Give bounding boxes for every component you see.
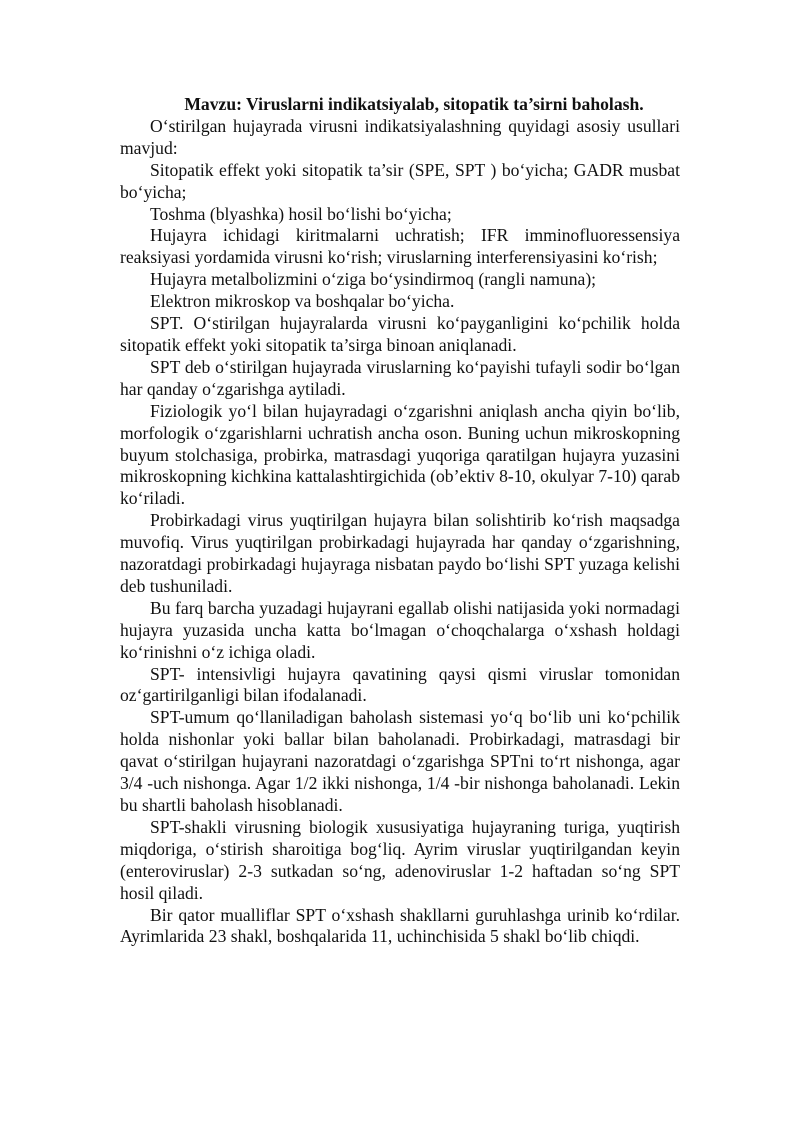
paragraph: Elektron mikroskop va boshqalar bo‘yicha. bbox=[150, 291, 455, 312]
paragraph: SPT-umum qo‘llaniladigan baholash sistemasi yo‘q bo‘lib uni ko‘pchilik holda nishonlar yoki ballar bilan baholanadi. Probirkadagi, matrasdagi bir qavat o‘stirilgan hujayrani nazoratdagi o‘zgarishga SPTni to‘rt nishonga, agar 3/4 -uch nishonga. Agar 1/2 ikki nishonga, 1/4 -bir nishonga baholanadi. Lekin bu shartli baholash hisoblanadi. bbox=[120, 707, 680, 815]
paragraph: Probirkadagi virus yuqtirilgan hujayra bilan solishtirib ko‘rish maqsadga muvofiq. Virus yuqtirilgan probirkadagi hujayrada har qanday o‘zgarishning, nazoratdagi probirkadagi hujayraga nisbatan paydo bo‘lishi SPT yuzaga kelishi deb tushuniladi. bbox=[120, 510, 680, 596]
paragraph: SPT. O‘stirilgan hujayralarda virusni ko‘payganligini ko‘pchilik holda sitopatik effekt yoki sitopatik ta’sirga binoan aniqlanadi. bbox=[120, 313, 680, 355]
paragraph: SPT deb o‘stirilgan hujayrada viruslarning ko‘payishi tufayli sodir bo‘lgan har qanday o‘zgarishga aytiladi. bbox=[120, 356, 680, 399]
paragraph: Fiziologik yo‘l bilan hujayradagi o‘zgarishni aniqlash ancha qiyin bo‘lib, morfologik o‘zgarishlarni uchratish ancha oson. Buning uchun mikroskopning buyum stolchasiga, probirka, matrasdagi yuqoriga qaratilgan hujayra yuzasini mikroskopning kichkina kattalashtirgichida (ob’ektiv 8-10, okulyar 7-10) qarab ko‘riladi. bbox=[120, 400, 680, 509]
paragraph: SPT- intensivligi hujayra qavatining qaysi qismi viruslar tomonidan oz‘gartirilganligi bilan ifodalanadi. bbox=[120, 663, 680, 706]
paragraph: Bu farq barcha yuzadagi hujayrani egallab olishi natijasida yoki normadagi hujayra yuzasida uncha katta bo‘lmagan o‘choqchalarga o‘xshash holdagi ko‘rinishni o‘z ichiga oladi. bbox=[120, 597, 680, 662]
paragraph: Bir qator mualliflar SPT o‘xshash shakllarni guruhlashga urinib ko‘rdilar. Ayrimlarida 23 shakl, boshqalarida 11, uchinchisida 5 shakl bo‘lib chiqdi. bbox=[120, 904, 680, 947]
paragraph: O‘stirilgan hujayrada virusni indikatsiyalashning quyidagi asosiy usullari mavjud: bbox=[120, 115, 680, 158]
document-page bbox=[120, 94, 680, 948]
paragraph: Hujayra ichidagi kiritmalarni uchratish; IFR imminofluoressensiya reaksiyasi yordamida virusni ko‘rish; viruslarning interferensiyasini ko‘rish; bbox=[120, 225, 680, 268]
paragraph: Sitopatik effekt yoki sitopatik ta’sir (SPE, SPT ) bo‘yicha; GADR musbat bo‘yicha; bbox=[120, 159, 680, 202]
document-title: Mavzu: Viruslarni indikatsiyalab, sitopatik ta’sirni baholash. bbox=[184, 94, 644, 114]
paragraph: SPT-shakli virusning biologik xususiyatiga hujayraning turiga, yuqtirish miqdoriga, o‘stirish sharoitiga bog‘liq. Ayrim viruslar yuqtirilgandan keyin (enteroviruslar) 2-3 sutkadan so‘ng, adenoviruslar 1-2 haftadan so‘ng SPT hosil qiladi. bbox=[120, 816, 680, 903]
paragraph: Hujayra metalbolizmini o‘ziga bo‘ysindirmoq (rangli namuna); bbox=[150, 269, 597, 290]
paragraph: Toshma (blyashka) hosil bo‘lishi bo‘yicha; bbox=[150, 203, 452, 224]
